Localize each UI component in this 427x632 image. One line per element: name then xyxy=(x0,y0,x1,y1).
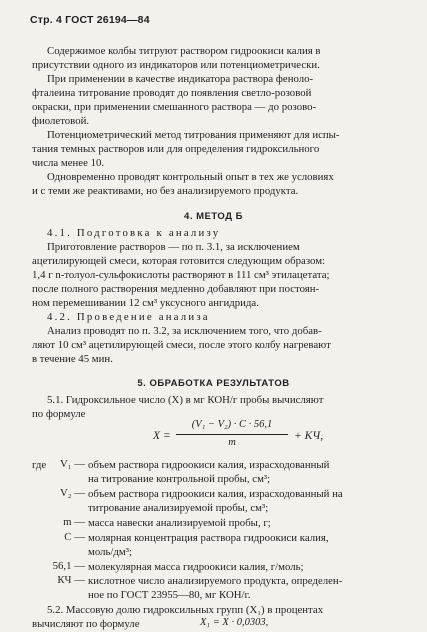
formula-numerator: (V₁ − V₂) · C · 56,1 xyxy=(191,419,273,430)
def-symbol: КЧ — xyxy=(57,574,85,586)
section-heading: 5. ОБРАБОТКА РЕЗУЛЬТАТОВ xyxy=(137,378,290,389)
intro-line: присутствии одного из индикаторов или потенциометрически. xyxy=(32,59,320,71)
subsection-title: 4.1. Подготовка к анализу xyxy=(47,227,221,239)
intro-line: и с теми же реактивами, но без анализируемого продукта. xyxy=(32,185,299,197)
body-line: Приготовление растворов — по п. 3.1, за исключением xyxy=(47,241,300,253)
def-text: масса навески анализируемой пробы, г; xyxy=(88,517,271,529)
where-label: где xyxy=(32,459,47,471)
intro-line: числа менее 10. xyxy=(32,157,105,169)
formula-denominator: m xyxy=(228,437,236,448)
def-text: кислотное число анализируемого продукта, определен- xyxy=(88,575,343,587)
body-line: в течение 45 мин. xyxy=(32,353,113,365)
intro-line: При применении в качестве индикатора раствора феноло- xyxy=(47,73,314,85)
def-text: на титрование контрольной пробы, см³; xyxy=(88,473,271,485)
def-text: моль/дм³; xyxy=(88,546,132,558)
formula-lhs: X = xyxy=(153,430,171,442)
def-text: молекулярная масса гидроокиси калия, г/моль; xyxy=(88,561,304,573)
body-line: 5.2. Массовую долю гидроксильных групп (X₁) в процентах xyxy=(47,604,324,616)
formula-rhs: + КЧ, xyxy=(294,430,324,442)
body-line: ном перемешивании 12 см³ уксусного ангидрида. xyxy=(32,297,259,309)
body-line: ацетилирующей смеси, которая готовится следующим образом: xyxy=(32,255,326,267)
intro-line: фиолетовой. xyxy=(32,115,90,127)
def-text: объем раствора гидроокиси калия, израсходованный xyxy=(88,459,330,471)
body-line: ляют 10 см³ ацетилирующей смеси, после этого колбу нагревают xyxy=(32,339,331,351)
section-heading: 4. МЕТОД Б xyxy=(184,211,243,222)
body-line: Анализ проводят по п. 3.2, за исключением того, что добав- xyxy=(47,325,322,337)
def-text: титрование анализируемой пробы, см³; xyxy=(88,502,269,514)
def-symbol: m — xyxy=(63,516,85,528)
def-symbol: 56,1 — xyxy=(52,560,85,572)
intro-line: Потенциометрический метод титрования применяют для испы- xyxy=(47,129,340,141)
intro-line: Содержимое колбы титруют раствором гидроокиси калия в xyxy=(47,45,321,57)
def-symbol: V₂ — xyxy=(59,487,85,499)
def-symbol: C — xyxy=(64,531,85,543)
body-line: 1,4 г n-толуол-сульфокислоты растворяют в 111 см³ этилацетата; xyxy=(32,269,330,281)
body-line: вычисляют по формуле xyxy=(32,618,140,630)
intro-line: Одновременно проводят контрольный опыт в тех же условиях xyxy=(47,171,334,183)
intro-line: фталеина титрование проводят до появления светло-розовой xyxy=(32,87,312,99)
def-symbol: V₁ — xyxy=(59,458,85,470)
def-text: объем раствора гидроокиси калия, израсходованный на xyxy=(88,488,343,500)
body-line: 5.1. Гидроксильное число (X) в мг КОН/г пробы вычисляют xyxy=(47,394,324,406)
body-line: после полного растворения медленно добавляют при постоян- xyxy=(32,283,320,295)
def-text: ное по ГОСТ 23955—80, мг КОН/г. xyxy=(88,589,251,601)
fraction-line xyxy=(176,434,288,435)
subsection-title: 4.2. Проведение анализа xyxy=(47,311,210,323)
formula-2: X₁ = X · 0,0303, xyxy=(200,617,269,628)
page-header: Стр. 4 ГОСТ 26194—84 xyxy=(30,14,150,26)
intro-line: тания темных растворов или для определения гидроксильного xyxy=(32,143,320,155)
intro-line: окраски, при применении смешанного раствора — до розово- xyxy=(32,101,317,113)
body-line: по формуле xyxy=(32,408,86,420)
def-text: молярная концентрация раствора гидроокиси калия, xyxy=(88,532,329,544)
